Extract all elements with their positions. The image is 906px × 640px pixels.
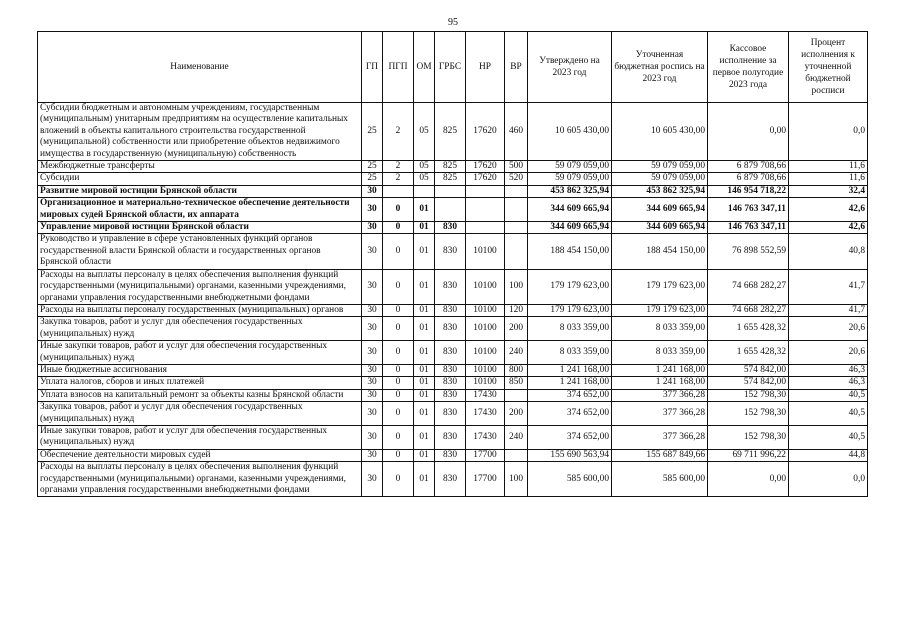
row-name-cell: Иные закупки товаров, работ и услуг для обеспечения государственных (муниципальных) нужд <box>38 341 362 365</box>
row-percent-cell: 20,6 <box>789 341 868 365</box>
row-name-cell: Расходы на выплаты персоналу в целях обеспечения выполнения функций государственными (муниципальными) органами, казенными учреждениями, органами управления государственными внебюджетными фондами <box>38 462 362 497</box>
row-vr-cell: 850 <box>505 377 528 389</box>
row-percent-cell: 40,5 <box>789 389 868 401</box>
row-name-cell: Расходы на выплаты персоналу государственных (муниципальных) органов <box>38 304 362 316</box>
row-gp-cell: 30 <box>362 364 383 376</box>
row-pgp-cell: 2 <box>383 161 414 173</box>
row-revised-cell: 59 079 059,00 <box>612 161 708 173</box>
row-nr-cell: 17700 <box>466 462 505 497</box>
table-row <box>38 389 868 401</box>
row-revised-cell: 59 079 059,00 <box>612 173 708 185</box>
row-revised-cell: 453 862 325,94 <box>612 185 708 197</box>
row-vr-cell: 500 <box>505 161 528 173</box>
row-approved-cell: 188 454 150,00 <box>528 234 612 269</box>
row-executed-cell: 152 798,30 <box>708 402 789 426</box>
row-executed-cell: 1 655 428,32 <box>708 317 789 341</box>
row-gp-cell: 30 <box>362 462 383 497</box>
row-grbs-cell: 825 <box>435 173 466 185</box>
row-nr-cell: 17620 <box>466 161 505 173</box>
row-om-cell: 01 <box>414 364 435 376</box>
row-pgp-cell: 2 <box>383 173 414 185</box>
row-gp-cell: 30 <box>362 389 383 401</box>
row-nr-cell: 10100 <box>466 234 505 269</box>
row-percent-cell: 44,8 <box>789 449 868 461</box>
row-pgp-cell: 0 <box>383 425 414 449</box>
row-gp-cell: 30 <box>362 269 383 304</box>
table-row <box>38 402 868 426</box>
row-om-cell: 05 <box>414 103 435 161</box>
row-nr-cell: 17430 <box>466 402 505 426</box>
row-revised-cell: 155 687 849,66 <box>612 449 708 461</box>
row-approved-cell: 179 179 623,00 <box>528 304 612 316</box>
row-om-cell: 05 <box>414 173 435 185</box>
row-gp-cell: 30 <box>362 198 383 222</box>
row-gp-cell: 30 <box>362 234 383 269</box>
page-number: 95 <box>448 17 458 28</box>
row-gp-cell: 25 <box>362 103 383 161</box>
row-percent-cell: 41,7 <box>789 304 868 316</box>
row-name-cell: Закупка товаров, работ и услуг для обеспечения государственных (муниципальных) нужд <box>38 317 362 341</box>
row-approved-cell: 374 652,00 <box>528 425 612 449</box>
table-row <box>38 198 868 222</box>
row-name-cell: Иные бюджетные ассигнования <box>38 364 362 376</box>
row-pgp-cell: 0 <box>383 222 414 234</box>
row-executed-cell: 0,00 <box>708 103 789 161</box>
row-approved-cell: 59 079 059,00 <box>528 173 612 185</box>
row-om-cell: 05 <box>414 161 435 173</box>
row-revised-cell: 179 179 623,00 <box>612 269 708 304</box>
row-nr-cell: 10100 <box>466 317 505 341</box>
table-row <box>38 449 868 461</box>
row-om-cell: 01 <box>414 304 435 316</box>
col-header-approved: Утверждено на 2023 год <box>528 32 612 103</box>
table-row <box>38 341 868 365</box>
row-nr-cell: 17700 <box>466 449 505 461</box>
row-percent-cell: 0,0 <box>789 103 868 161</box>
row-percent-cell: 46,3 <box>789 364 868 376</box>
table-row <box>38 317 868 341</box>
row-grbs-cell: 825 <box>435 103 466 161</box>
row-revised-cell: 377 366,28 <box>612 425 708 449</box>
row-grbs-cell: 830 <box>435 389 466 401</box>
table-row <box>38 377 868 389</box>
row-vr-cell: 120 <box>505 304 528 316</box>
row-executed-cell: 574 842,00 <box>708 377 789 389</box>
row-name-cell: Иные закупки товаров, работ и услуг для обеспечения государственных (муниципальных) нужд <box>38 425 362 449</box>
row-executed-cell: 574 842,00 <box>708 364 789 376</box>
col-header-vr: ВР <box>505 32 528 103</box>
row-nr-cell <box>466 185 505 197</box>
row-nr-cell: 17620 <box>466 103 505 161</box>
row-executed-cell: 146 954 718,22 <box>708 185 789 197</box>
row-approved-cell: 179 179 623,00 <box>528 269 612 304</box>
row-approved-cell: 10 605 430,00 <box>528 103 612 161</box>
row-nr-cell: 10100 <box>466 269 505 304</box>
row-nr-cell: 10100 <box>466 377 505 389</box>
table-row <box>38 161 868 173</box>
row-pgp-cell: 0 <box>383 269 414 304</box>
row-approved-cell: 8 033 359,00 <box>528 341 612 365</box>
table-header-row <box>38 32 868 103</box>
row-nr-cell: 10100 <box>466 304 505 316</box>
row-gp-cell: 30 <box>362 449 383 461</box>
col-header-executed: Кассовое исполнение за первое полугодие 2023 года <box>708 32 789 103</box>
row-gp-cell: 25 <box>362 173 383 185</box>
row-om-cell: 01 <box>414 389 435 401</box>
row-vr-cell <box>505 222 528 234</box>
col-header-nr: НР <box>466 32 505 103</box>
row-grbs-cell: 830 <box>435 269 466 304</box>
row-gp-cell: 30 <box>362 341 383 365</box>
row-om-cell: 01 <box>414 269 435 304</box>
col-header-revised: Уточненная бюджетная роспись на 2023 год <box>612 32 708 103</box>
row-om-cell <box>414 185 435 197</box>
table-row <box>38 425 868 449</box>
row-name-cell: Межбюджетные трансферты <box>38 161 362 173</box>
row-approved-cell: 374 652,00 <box>528 402 612 426</box>
col-header-om: ОМ <box>414 32 435 103</box>
row-name-cell: Руководство и управление в сфере установленных функций органов государственной власти Брянской области и государственных органов Брянской области <box>38 234 362 269</box>
row-executed-cell: 76 898 552,59 <box>708 234 789 269</box>
row-name-cell: Развитие мировой юстиции Брянской области <box>38 185 362 197</box>
row-gp-cell: 30 <box>362 402 383 426</box>
row-pgp-cell: 0 <box>383 377 414 389</box>
row-nr-cell <box>466 198 505 222</box>
row-approved-cell: 1 241 168,00 <box>528 364 612 376</box>
row-approved-cell: 1 241 168,00 <box>528 377 612 389</box>
row-grbs-cell: 830 <box>435 234 466 269</box>
row-approved-cell: 374 652,00 <box>528 389 612 401</box>
row-gp-cell: 30 <box>362 222 383 234</box>
row-vr-cell: 520 <box>505 173 528 185</box>
row-percent-cell: 40,8 <box>789 234 868 269</box>
row-vr-cell <box>505 198 528 222</box>
row-revised-cell: 8 033 359,00 <box>612 317 708 341</box>
row-grbs-cell <box>435 198 466 222</box>
budget-execution-table <box>37 31 868 497</box>
row-grbs-cell: 830 <box>435 304 466 316</box>
row-grbs-cell: 830 <box>435 317 466 341</box>
row-percent-cell: 32,4 <box>789 185 868 197</box>
row-approved-cell: 344 609 665,94 <box>528 222 612 234</box>
row-approved-cell: 453 862 325,94 <box>528 185 612 197</box>
table-row <box>38 234 868 269</box>
row-approved-cell: 585 600,00 <box>528 462 612 497</box>
row-revised-cell: 1 241 168,00 <box>612 377 708 389</box>
row-vr-cell <box>505 389 528 401</box>
row-revised-cell: 8 033 359,00 <box>612 341 708 365</box>
row-executed-cell: 74 668 282,27 <box>708 304 789 316</box>
row-grbs-cell: 830 <box>435 449 466 461</box>
row-pgp-cell: 0 <box>383 341 414 365</box>
row-nr-cell: 17430 <box>466 389 505 401</box>
col-header-gp: ГП <box>362 32 383 103</box>
row-om-cell: 01 <box>414 449 435 461</box>
row-executed-cell: 6 879 708,66 <box>708 173 789 185</box>
row-name-cell: Уплата взносов на капитальный ремонт за объекты казны Брянской области <box>38 389 362 401</box>
table-row <box>38 222 868 234</box>
row-percent-cell: 40,5 <box>789 425 868 449</box>
row-pgp-cell: 0 <box>383 402 414 426</box>
row-executed-cell: 1 655 428,32 <box>708 341 789 365</box>
col-header-pgp: ПГП <box>383 32 414 103</box>
table-row <box>38 364 868 376</box>
row-gp-cell: 30 <box>362 317 383 341</box>
table-row <box>38 173 868 185</box>
row-executed-cell: 6 879 708,66 <box>708 161 789 173</box>
row-executed-cell: 74 668 282,27 <box>708 269 789 304</box>
row-pgp-cell: 0 <box>383 198 414 222</box>
row-revised-cell: 585 600,00 <box>612 462 708 497</box>
row-approved-cell: 344 609 665,94 <box>528 198 612 222</box>
row-executed-cell: 152 798,30 <box>708 389 789 401</box>
row-vr-cell: 100 <box>505 462 528 497</box>
row-percent-cell: 20,6 <box>789 317 868 341</box>
row-pgp-cell: 0 <box>383 304 414 316</box>
row-vr-cell: 800 <box>505 364 528 376</box>
row-revised-cell: 188 454 150,00 <box>612 234 708 269</box>
row-vr-cell: 100 <box>505 269 528 304</box>
row-om-cell: 01 <box>414 341 435 365</box>
row-om-cell: 01 <box>414 234 435 269</box>
row-name-cell: Субсидии <box>38 173 362 185</box>
row-revised-cell: 377 366,28 <box>612 402 708 426</box>
row-om-cell: 01 <box>414 402 435 426</box>
row-grbs-cell: 830 <box>435 364 466 376</box>
row-gp-cell: 30 <box>362 377 383 389</box>
row-vr-cell <box>505 449 528 461</box>
row-grbs-cell: 830 <box>435 222 466 234</box>
row-pgp-cell: 0 <box>383 389 414 401</box>
row-percent-cell: 46,3 <box>789 377 868 389</box>
row-revised-cell: 344 609 665,94 <box>612 198 708 222</box>
row-gp-cell: 25 <box>362 161 383 173</box>
row-percent-cell: 0,0 <box>789 462 868 497</box>
row-grbs-cell: 830 <box>435 425 466 449</box>
row-name-cell: Организационное и материально-техническое обеспечение деятельности мировых судей Брянской области, их аппарата <box>38 198 362 222</box>
table-row <box>38 462 868 497</box>
table-row <box>38 103 868 161</box>
row-vr-cell: 240 <box>505 425 528 449</box>
row-executed-cell: 0,00 <box>708 462 789 497</box>
row-percent-cell: 11,6 <box>789 161 868 173</box>
row-nr-cell: 17430 <box>466 425 505 449</box>
row-vr-cell <box>505 234 528 269</box>
row-name-cell: Закупка товаров, работ и услуг для обеспечения государственных (муниципальных) нужд <box>38 402 362 426</box>
row-pgp-cell: 0 <box>383 234 414 269</box>
row-percent-cell: 40,5 <box>789 402 868 426</box>
table-row <box>38 269 868 304</box>
table-row <box>38 185 868 197</box>
col-header-name: Наименование <box>38 32 362 103</box>
row-revised-cell: 344 609 665,94 <box>612 222 708 234</box>
row-gp-cell: 30 <box>362 185 383 197</box>
col-header-percent: Процент исполнения к уточненной бюджетной росписи <box>789 32 868 103</box>
row-nr-cell: 10100 <box>466 364 505 376</box>
row-pgp-cell: 0 <box>383 317 414 341</box>
row-revised-cell: 179 179 623,00 <box>612 304 708 316</box>
row-grbs-cell: 830 <box>435 402 466 426</box>
row-pgp-cell: 0 <box>383 462 414 497</box>
row-name-cell: Обеспечение деятельности мировых судей <box>38 449 362 461</box>
row-revised-cell: 377 366,28 <box>612 389 708 401</box>
row-name-cell: Субсидии бюджетным и автономным учреждениям, государственным (муниципальным) унитарным предприятиям на осуществление капитальных вложений в объекты капитального строительства государственной (муниципальной) собственности или приобретение объектов недвижимого имущества в государственную (муниципальную) собственность <box>38 103 362 161</box>
row-approved-cell: 155 690 563,94 <box>528 449 612 461</box>
row-executed-cell: 146 763 347,11 <box>708 222 789 234</box>
row-pgp-cell: 0 <box>383 449 414 461</box>
table-row <box>38 304 868 316</box>
row-approved-cell: 59 079 059,00 <box>528 161 612 173</box>
row-gp-cell: 30 <box>362 304 383 316</box>
row-pgp-cell: 0 <box>383 364 414 376</box>
col-header-grbs: ГРБС <box>435 32 466 103</box>
table-body <box>38 103 868 497</box>
row-percent-cell: 42,6 <box>789 222 868 234</box>
row-executed-cell: 146 763 347,11 <box>708 198 789 222</box>
row-nr-cell <box>466 222 505 234</box>
row-vr-cell: 460 <box>505 103 528 161</box>
row-vr-cell <box>505 185 528 197</box>
row-gp-cell: 30 <box>362 425 383 449</box>
row-name-cell: Уплата налогов, сборов и иных платежей <box>38 377 362 389</box>
row-percent-cell: 41,7 <box>789 269 868 304</box>
row-name-cell: Расходы на выплаты персоналу в целях обеспечения выполнения функций государственными (муниципальными) органами, казенными учреждениями, органами управления государственными внебюджетными фондами <box>38 269 362 304</box>
row-grbs-cell: 830 <box>435 377 466 389</box>
row-executed-cell: 152 798,30 <box>708 425 789 449</box>
row-grbs-cell <box>435 185 466 197</box>
row-executed-cell: 69 711 996,22 <box>708 449 789 461</box>
row-om-cell: 01 <box>414 377 435 389</box>
row-om-cell: 01 <box>414 462 435 497</box>
row-approved-cell: 8 033 359,00 <box>528 317 612 341</box>
row-om-cell: 01 <box>414 317 435 341</box>
row-percent-cell: 42,6 <box>789 198 868 222</box>
row-grbs-cell: 825 <box>435 161 466 173</box>
row-revised-cell: 10 605 430,00 <box>612 103 708 161</box>
row-nr-cell: 17620 <box>466 173 505 185</box>
row-pgp-cell <box>383 185 414 197</box>
row-om-cell: 01 <box>414 425 435 449</box>
row-revised-cell: 1 241 168,00 <box>612 364 708 376</box>
row-nr-cell: 10100 <box>466 341 505 365</box>
row-name-cell: Управление мировой юстиции Брянской области <box>38 222 362 234</box>
row-om-cell: 01 <box>414 198 435 222</box>
row-vr-cell: 200 <box>505 402 528 426</box>
row-om-cell: 01 <box>414 222 435 234</box>
row-percent-cell: 11,6 <box>789 173 868 185</box>
row-vr-cell: 200 <box>505 317 528 341</box>
row-pgp-cell: 2 <box>383 103 414 161</box>
row-vr-cell: 240 <box>505 341 528 365</box>
row-grbs-cell: 830 <box>435 462 466 497</box>
row-grbs-cell: 830 <box>435 341 466 365</box>
